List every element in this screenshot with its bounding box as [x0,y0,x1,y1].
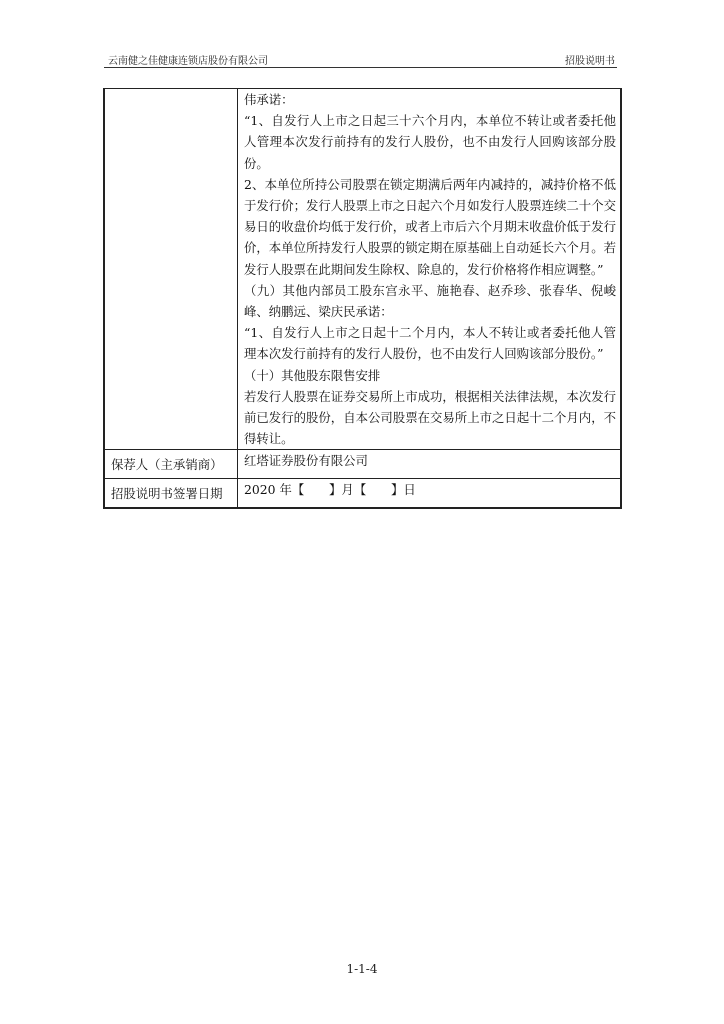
commitment-paragraph: 伟承诺： [244,92,294,107]
header-document-type: 招股说明书 [565,56,615,67]
signing-date-row [104,479,621,509]
lockup-label-cell [104,89,238,450]
page-header [104,50,617,68]
lockup-content-cell [238,89,622,450]
lockup-commitments-row [104,89,621,450]
commitment-paragraph: （九）其他内部员工股东宫永平、施艳春、赵乔珍、张春华、倪峻峰、纳鹏远、梁庆民承诺： [244,282,616,320]
header-company-name: 云南健之佳健康连锁店股份有限公司 [108,56,268,67]
page-number: 1-1-4 [346,962,378,976]
signing-date-label: 招股说明书签署日期 [104,479,238,509]
commitment-paragraph: 2、本单位所持公司股票在锁定期满后两年内减持的，减持价格不低于发行价；发行人股票上市之日起六个月如发行人股票连续二十个交易日的收盘价均低于发行价，或者上市后六个月期末收盘价低于发行价，本单位所持发行人股票的锁定期在原基础上自动延长六个月。若发行人股票在此期间发生除权、除息的，发行价格将作相应调整。” [244,176,616,277]
signing-date-value: 2020 年【 】月【 】日 [238,479,622,509]
sponsor-row [104,450,621,479]
commitment-paragraph: 若发行人股票在证券交易所上市成功，根据相关法律法规，本次发行前已发行的股份，自本公司股票在交易所上市之日起十二个月内，不得转让。 [244,388,616,447]
prospectus-table [103,88,622,509]
commitment-paragraph: “1、自发行人上市之日起三十六个月内，本单位不转让或者委托他人管理本次发行前持有的发行人股份，也不由发行人回购该部分股份。 [244,113,616,171]
sponsor-value: 红塔证券股份有限公司 [238,450,622,479]
sponsor-label: 保荐人（主承销商） [104,450,238,479]
commitment-paragraph: “1、自发行人上市之日起十二个月内，本人不转让或者委托他人管理本次发行前持有的发行人股份，也不由发行人回购该部分股份。” [244,325,616,362]
section-heading: （十）其他股东限售安排 [244,367,381,383]
